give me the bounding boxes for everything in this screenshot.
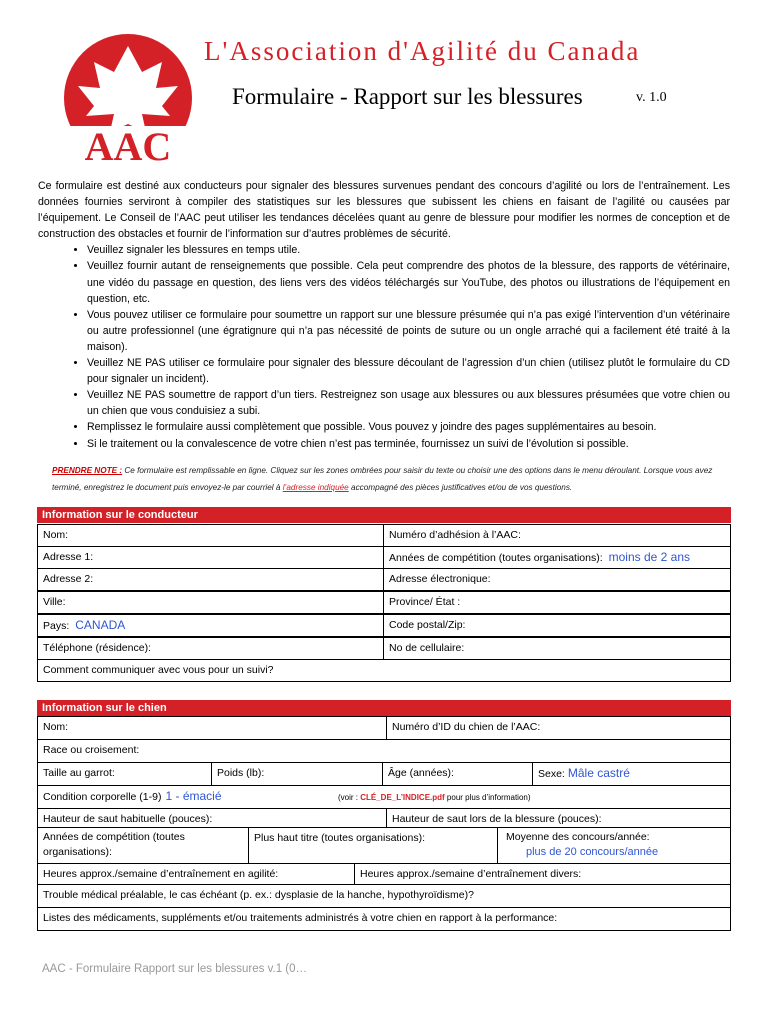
field-label: Pays: <box>43 620 70 632</box>
other-training-hours-field[interactable] <box>354 863 731 885</box>
aac-logo <box>50 28 200 168</box>
field-label: Heures approx./semaine d’entraînement divers: <box>360 868 582 880</box>
list-item: • Si le traitement ou la convalescence de votre chien n’est pas terminée, fournissez un suivi de l’évolution si possible. <box>87 436 730 452</box>
intro-text <box>38 178 730 452</box>
phone-field[interactable] <box>37 637 384 660</box>
province-field[interactable] <box>383 591 731 614</box>
list-item: • Veuillez signaler les blessures en temps utile. <box>87 242 730 258</box>
list-item: • Veuillez NE PAS utiliser ce formulaire pour signaler des blessure découlant de l’agression d’un chien (utilisez plutôt le formulaire du CD pour signaler un incident). <box>87 355 730 387</box>
list-item: • Vous pouvez utiliser ce formulaire pour soumettre un rapport sur une blessure présumée qui n’a pas exigé l’intervention d’un vétérinaire ou autre professionnel (une égratignure qui n’a pas nécessité de points de suture ou un ongle arraché qui a facilement été traité à la maison). <box>87 307 730 355</box>
instruction-list <box>38 242 730 451</box>
field-label: Hauteur de saut lors de la blessure (pouces): <box>392 813 602 825</box>
postal-code-field[interactable] <box>383 614 731 637</box>
note-body-end: accompagné des pièces justificatives et/ou de vos questions. <box>351 483 573 492</box>
field-label: Adresse électronique: <box>389 573 491 585</box>
usual-jump-height-field[interactable] <box>37 808 387 828</box>
field-label: Adresse 2: <box>43 573 94 585</box>
field-label: Ville: <box>43 596 66 608</box>
average-trials-select[interactable]: plus de 20 concours/année <box>526 846 659 858</box>
city-field[interactable] <box>37 591 384 614</box>
field-label: Poids (lb): <box>217 767 265 779</box>
country-field[interactable] <box>37 614 384 637</box>
highest-title-field[interactable] <box>248 827 498 864</box>
association-title: L'Association d'Agilité du Canada <box>204 36 641 66</box>
age-field[interactable] <box>382 762 533 786</box>
field-label: Heures approx./semaine d’entraînement en agilité: <box>43 868 279 880</box>
note-body: Ce formulaire est remplissable en ligne. Cliquez sur les zones ombrées pour saisir du texte ou choisir une des options dans le menu déroulant. Lorsque vous avez terminé, enregistrez le document puis envoyez-le par courriel à <box>52 466 713 492</box>
field-label: Numéro d’ID du chien de l’AAC: <box>392 721 541 733</box>
version-label: v. 1.0 <box>636 90 667 105</box>
dog-section-heading: Information sur le chien <box>37 700 731 716</box>
field-label: Province/ État : <box>389 596 461 608</box>
list-item: • Veuillez NE PAS soumettre de rapport d’un tiers. Restreignez son usage aux blessures ou aux blessures présumées que votre chien ou un chien que vous conduisiez a subi. <box>87 387 730 419</box>
field-label: Sexe: <box>538 768 565 780</box>
cell-phone-field[interactable] <box>383 637 731 660</box>
medications-field[interactable] <box>37 907 731 931</box>
membership-number-field[interactable] <box>383 524 731 547</box>
handler-name-field[interactable] <box>37 524 384 547</box>
agility-training-hours-field[interactable] <box>37 863 355 885</box>
list-item: • Remplissez le formulaire aussi complètement que possible. Vous pouvez y joindre des pages supplémentaires au besoin. <box>87 419 730 435</box>
sex-field[interactable] <box>532 762 731 786</box>
email-link[interactable]: l’adresse indiquée <box>282 483 349 492</box>
sex-select[interactable]: Mâle castré <box>567 766 630 780</box>
field-label: Moyenne des concours/année: <box>506 831 650 843</box>
medical-history-field[interactable] <box>37 884 731 908</box>
competition-years-field[interactable] <box>383 546 731 569</box>
dog-id-field[interactable] <box>386 716 731 740</box>
field-label: Âge (années): <box>388 767 454 779</box>
reference-file-link[interactable]: CLÉ_DE_L’INDICE.pdf <box>360 793 445 802</box>
field-label: Nom: <box>43 721 69 733</box>
body-condition-field[interactable] <box>37 785 731 809</box>
field-label: Plus haut titre (toutes organisations): <box>254 832 426 844</box>
handler-section-heading: Information sur le conducteur <box>37 507 731 523</box>
country-select[interactable]: CANADA <box>75 618 126 632</box>
list-item: • Veuillez fournir autant de renseignements que possible. Cela peut comprendre des photos de la blessure, des rapports de vétérinaire, une vidéo du passage en question, des liens vers des vidéos téléchargés sur YouTube, des photos ou illustrations de l’équipement en question, etc. <box>87 258 730 306</box>
field-label: Numéro d’adhésion à l’AAC: <box>389 529 521 541</box>
body-condition-select[interactable]: 1 - émacié <box>165 789 222 803</box>
note-text <box>52 462 732 496</box>
address2-field[interactable] <box>37 568 384 591</box>
average-trials-field[interactable] <box>497 827 731 864</box>
field-label: Années de compétition (toutes organisations): <box>389 552 603 564</box>
contact-method-field[interactable] <box>37 659 731 682</box>
field-label: Trouble médical préalable, le cas échéant (p. ex.: dysplasie de la hanche, hypothyroïdisme)? <box>43 889 474 901</box>
injury-jump-height-field[interactable] <box>386 808 731 828</box>
dog-competition-years-field[interactable] <box>37 827 249 864</box>
breed-field[interactable] <box>37 739 731 763</box>
field-label: Taille au garrot: <box>43 767 115 779</box>
field-label: organisations): <box>43 846 112 858</box>
field-label: Code postal/Zip: <box>389 619 466 631</box>
field-label: Adresse 1: <box>43 551 94 563</box>
dog-name-field[interactable] <box>37 716 387 740</box>
field-label: No de cellulaire: <box>389 642 465 654</box>
weight-field[interactable] <box>211 762 383 786</box>
field-label: Téléphone (résidence): <box>43 642 151 654</box>
reference-text: (voir : <box>338 793 358 802</box>
field-label: Hauteur de saut habituelle (pouces): <box>43 813 213 825</box>
address1-field[interactable] <box>37 546 384 569</box>
height-field[interactable] <box>37 762 212 786</box>
field-label: Listes des médicaments, suppléments et/ou traitements administrés à votre chien en rapport à la performance: <box>43 912 558 924</box>
condition-reference <box>338 790 531 806</box>
field-label: Comment communiquer avec vous pour un suivi? <box>43 664 274 676</box>
intro-paragraph: Ce formulaire est destiné aux conducteurs pour signaler des blessures survenues pendant des concours d’agilité ou lors de l’entraînement. Les données fournies serviront à compiler des statistiques sur les blessures que subissent les chiens en faisant de l’agilité ou causées par l’équipement. Le Conseil de l’AAC peut utiliser les tendances décelées quant au genre de blessure pour modifier les normes de conception et de construction des obstacles et fournir de l’information sur d’autres problèmes de sécurité. <box>38 180 730 241</box>
field-label: Condition corporelle (1-9) <box>43 791 162 803</box>
logo-text: AAC <box>84 124 172 168</box>
reference-text: pour plus d’information) <box>446 793 531 802</box>
email-field[interactable] <box>383 568 731 591</box>
note-label: PRENDRE NOTE : <box>52 466 123 475</box>
field-label: Race ou croisement: <box>43 744 140 756</box>
competition-years-select[interactable]: moins de 2 ans <box>608 550 691 564</box>
field-label: Années de compétition (toutes <box>43 831 185 843</box>
field-label: Nom: <box>43 529 69 541</box>
page-footer: AAC - Formulaire Rapport sur les blessures v.1 (0… <box>42 963 308 975</box>
form-title: Formulaire - Rapport sur les blessures <box>232 84 583 109</box>
